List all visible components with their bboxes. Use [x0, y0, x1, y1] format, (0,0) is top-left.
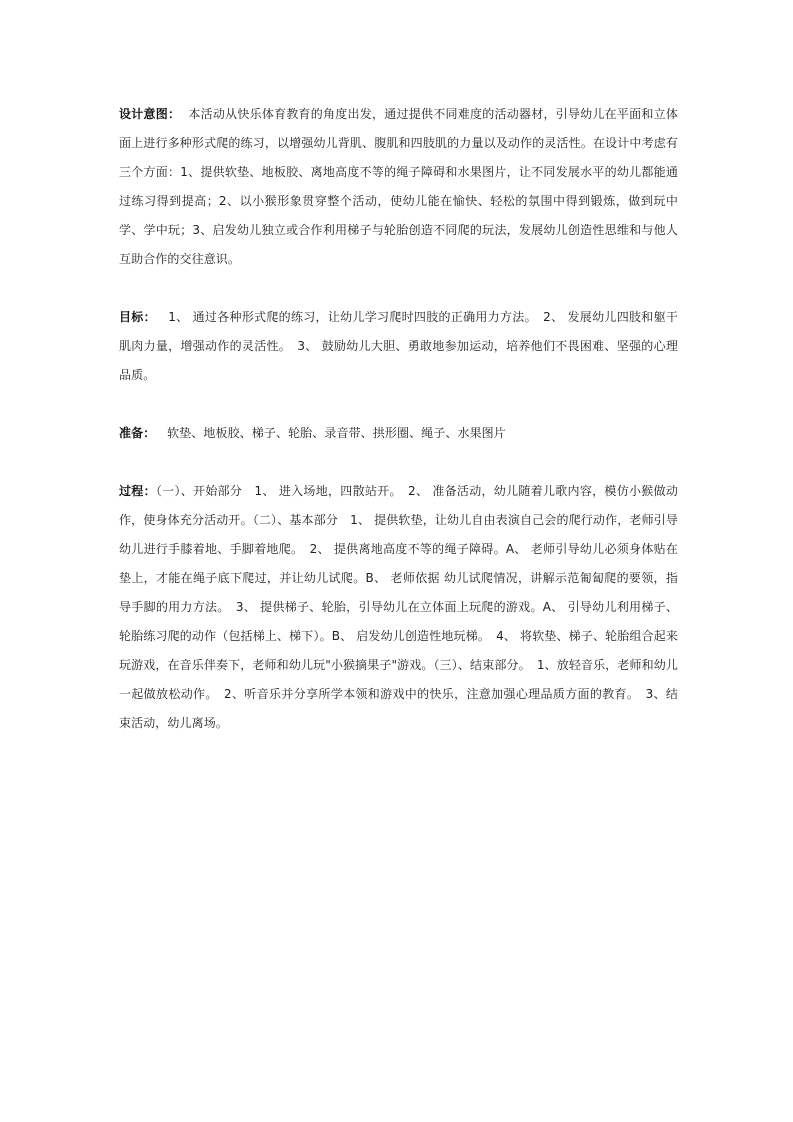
document-page	[119, 100, 678, 738]
preparation-label: 准备：	[119, 426, 156, 440]
goals-label: 目标：	[119, 310, 156, 324]
design-intent-text: 本活动从快乐体育教育的角度出发，通过提供不同难度的活动器材，引导幼儿在平面和立体面上进行多种形式爬的练习，以增强幼儿背肌、腹肌和四肢肌的力量以及动作的灵活性。在设计中考虑有三个方面：1、提供软垫、地板胶、离地高度不等的绳子障碍和水果图片，让不同发展水平的幼儿都能通过练习得到提高；2、以小猴形象贯穿整个活动，使幼儿能在愉快、轻松的氛围中得到锻炼，做到玩中学、学中玩；3、启发幼儿独立或合作利用梯子与轮胎创造不同爬的玩法，发展幼儿创造性思维和与他人互助合作的交往意识。	[119, 107, 678, 266]
paragraph-gap	[119, 448, 678, 477]
process-label: 过程：	[119, 484, 156, 498]
goals-text: 1、 通过各种形式爬的练习，让幼儿学习爬时四肢的正确用力方法。 2、 发展幼儿四肢和躯干肌肉力量，增强动作的灵活性。 3、 鼓励幼儿大胆、勇敢地参加运动，培养他们不畏困难、坚强的心理品质。	[119, 310, 678, 382]
paragraph-gap	[119, 390, 678, 419]
process-paragraph	[119, 477, 678, 738]
process-text: （一）、开始部分 1、 进入场地，四散站开。 2、 准备活动，幼儿随着儿歌内容，模仿小猴做动作，使身体充分活动开。（二）、基本部分 1、 提供软垫，让幼儿自由表演自己会的爬行动作，老师引导幼儿进行手膝着地、手脚着地爬。 2、 提供离地高度不等的绳子障碍。A、 老师引导幼儿必须身体贴在垫上，才能在绳子底下爬过，并让幼儿试爬。B、 老师依据 幼儿试爬情况，讲解示范匍匐爬的要领，指导手脚的用力方法。 3、 提供梯子、轮胎，引导幼儿在立体面上玩爬的游戏。A、 引导幼儿利用梯子、轮胎练习爬的动作（包括梯上、梯下）。B、 启发幼儿创造性地玩梯。 4、 将软垫、梯子、轮胎组合起来玩游戏，在音乐伴奏下，老师和幼儿玩"小猴摘果子"游戏。（三）、结束部分。 1、放轻音乐，老师和幼儿一起做放松动作。 2、听音乐并分享所学本领和游戏中的快乐，注意加强心理品质方面的教育。 3、结束活动，幼儿离场。	[119, 484, 678, 730]
preparation-paragraph	[119, 419, 678, 448]
design-intent-paragraph	[119, 100, 678, 274]
design-intent-label: 设计意图：	[119, 107, 181, 121]
goals-paragraph	[119, 303, 678, 390]
paragraph-gap	[119, 274, 678, 303]
preparation-text: 软垫、地板胶、梯子、轮胎、录音带、拱形圈、绳子、水果图片	[167, 426, 506, 440]
